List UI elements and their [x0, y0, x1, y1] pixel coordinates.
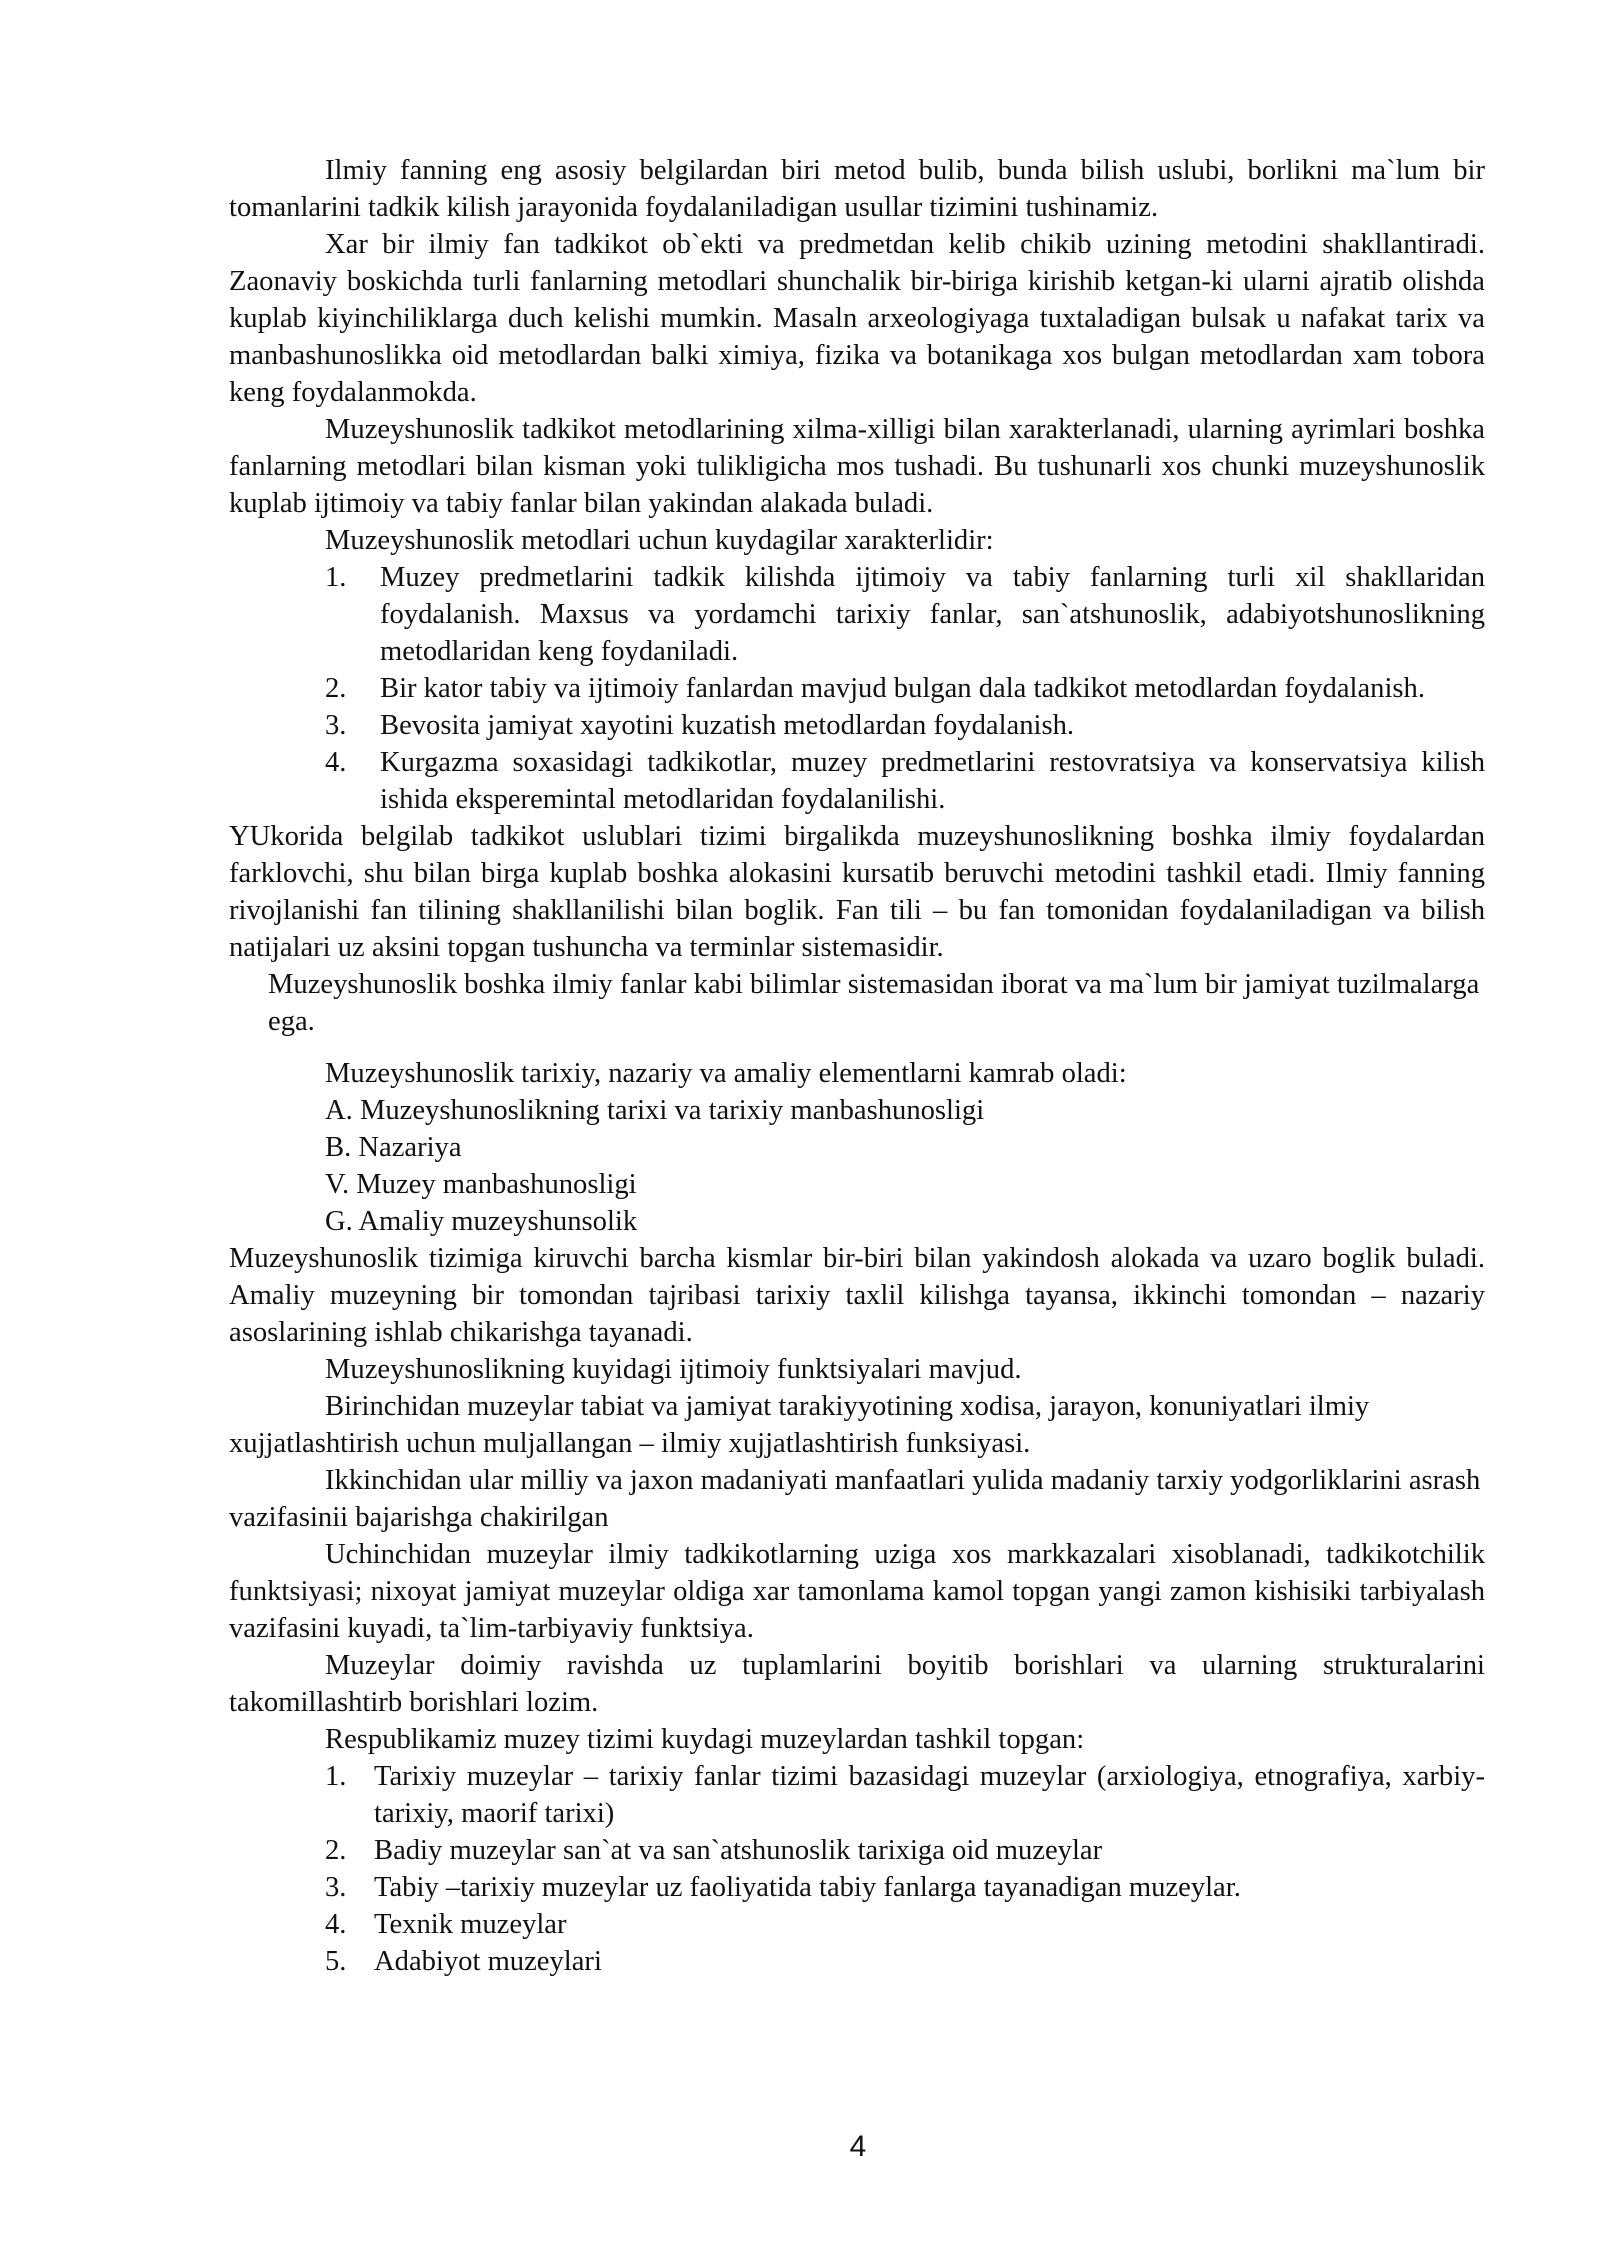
list-number: 4.: [325, 747, 347, 778]
paragraph: Muzeyshunoslik metodlari uchun kuydagilar xarakterlidir:: [325, 525, 994, 556]
paragraph: Respublikamiz muzey tizimi kuydagi muzeylardan tashkil topgan:: [325, 1724, 1085, 1755]
list-item: A. Muzeyshunoslikning tarixi va tarixiy manbashunosligi: [325, 1095, 985, 1126]
page-number: 4: [849, 2130, 867, 2163]
list-text: Kurgazma soxasidagi tadkikotlar, muzey predmetlarini restovratsiya va konservatsiya kilish ishida eksperemintal metodlaridan foydalanilishi.: [380, 747, 1485, 815]
list-text: Badiy muzeylar san`at va san`atshunoslik tarixiga oid muzeylar: [374, 1835, 1103, 1866]
list-item: [325, 559, 1485, 670]
list-item: B. Nazariya: [325, 1132, 462, 1163]
paragraph: Muzeyshunoslik tadkikot metodlarining xilma-xilligi bilan xarakterlanadi, ularning ayrimlari boshka fanlarning metodlari bilan kisman yoki tulikligicha mos tushadi. Bu tushunarli xos chunki muzeyshunoslik kuplab ijtimoiy va tabiy fanlar bilan yakindan alakada buladi.: [229, 414, 1485, 519]
list-text: Adabiyot muzeylari: [374, 1946, 602, 1977]
museums-list: [325, 1758, 1485, 1980]
list-number: 5.: [325, 1946, 347, 1977]
list-item: [325, 744, 1485, 818]
list-number: 1.: [325, 1761, 347, 1792]
paragraph: Muzeyshunoslik tizimiga kiruvchi barcha kismlar bir-biri bilan yakindosh alokada va uzaro boglik buladi. Amaliy muzeyning bir tomondan tajribasi tarixiy taxlil kilishga tayansa, ikkinchi tomondan – nazariy asoslarining ishlab chikarishga tayanadi.: [229, 1243, 1485, 1348]
list-number: 3.: [325, 710, 347, 741]
methods-list: [325, 559, 1485, 818]
list-item: [325, 1943, 1485, 1980]
paragraph: Xar bir ilmiy fan tadkikot ob`ekti va predmetdan kelib chikib uzining metodini shakllantiradi. Zaonaviy boskichda turli fanlarning metodlari shunchalik bir-biriga kirishib ketgan-ki ularni ajratib olishda kuplab kiyinchiliklarga duch kelishi mumkin. Masaln arxeologiyaga tuxtaladigan bulsak u nafakat tarix va manbashunoslikka oid metodlardan balki ximiya, fizika va botanikaga xos bulgan metodlardan xam tobora keng foydalanmokda.: [229, 229, 1485, 408]
list-item: V. Muzey manbashunosligi: [325, 1169, 637, 1200]
list-text: Bir kator tabiy va ijtimoiy fanlardan mavjud bulgan dala tadkikot metodlardan foydalanish.: [380, 673, 1425, 704]
list-text: Texnik muzeylar: [374, 1909, 567, 1940]
list-item: [325, 1906, 1485, 1943]
paragraph: Muzeyshunoslik boshka ilmiy fanlar kabi bilimlar sistemasidan iborat va ma`lum bir jamiyat tuzilmalarga ega.: [268, 969, 1480, 1037]
spacer: [229, 1040, 1485, 1055]
list-item: [325, 670, 1485, 707]
list-item: [325, 1758, 1485, 1832]
paragraph: Muzeyshunoslikning kuyidagi ijtimoiy funktsiyalari mavjud.: [325, 1354, 1022, 1385]
document-page: [229, 152, 1485, 1980]
list-item: [325, 1832, 1485, 1869]
elements-list: [325, 1092, 1485, 1240]
list-number: 2.: [325, 1835, 347, 1866]
paragraph: Muzeylar doimiy ravishda uz tuplamlarini boyitib borishlari va ularning strukturalarini takomillashtirb borishlari lozim.: [229, 1650, 1485, 1718]
paragraph: Birinchidan muzeylar tabiat va jamiyat tarakiyyotining xodisa, jarayon, konuniyatlari ilmiy xujjatlashtirish uchun muljallangan – ilmiy xujjatlashtirish funksiyasi.: [229, 1391, 1370, 1459]
list-number: 1.: [325, 562, 347, 593]
list-number: 4.: [325, 1909, 347, 1940]
paragraph: Ikkinchidan ular milliy va jaxon madaniyati manfaatlari yulida madaniy tarxiy yodgorliklarini asrash vazifasinii bajarishga chakirilgan: [229, 1465, 1481, 1533]
list-number: 3.: [325, 1872, 347, 1903]
paragraph: Muzeyshunoslik tarixiy, nazariy va amaliy elementlarni kamrab oladi:: [325, 1058, 1127, 1089]
list-item: [325, 707, 1485, 744]
list-item: G. Amaliy muzeyshunsolik: [325, 1206, 638, 1237]
list-text: Bevosita jamiyat xayotini kuzatish metodlardan foydalanish.: [380, 710, 1075, 741]
list-text: Tabiy –tarixiy muzeylar uz faoliyatida tabiy fanlarga tayanadigan muzeylar.: [374, 1872, 1241, 1903]
list-text: Tarixiy muzeylar – tarixiy fanlar tizimi bazasidagi muzeylar (arxiologiya, etnografiya, xarbiy-tarixiy, maorif tarixi): [374, 1761, 1485, 1829]
paragraph: Uchinchidan muzeylar ilmiy tadkikotlarning uziga xos markkazalari xisoblanadi, tadkikotchilik funktsiyasi; nixoyat jamiyat muzeylar oldiga xar tamonlama kamol topgan yangi zamon kishisiki tarbiyalash vazifasini kuyadi, ta`lim-tarbiyaviy funktsiya.: [229, 1539, 1485, 1644]
list-item: [325, 1869, 1485, 1906]
list-text: Muzey predmetlarini tadkik kilishda ijtimoiy va tabiy fanlarning turli xil shakllaridan foydalanish. Maxsus va yordamchi tarixiy fanlar, san`atshunoslik, adabiyotshunoslikning metodlaridan keng foydaniladi.: [380, 562, 1485, 667]
paragraph: YUkorida belgilab tadkikot uslublari tizimi birgalikda muzeyshunoslikning boshka ilmiy foydalardan farklovchi, shu bilan birga kuplab boshka alokasini kursatib beruvchi metodini tashkil etadi. Ilmiy fanning rivojlanishi fan tilining shakllanilishi bilan boglik. Fan tili – bu fan tomonidan foydalaniladigan va bilish natijalari uz aksini topgan tushuncha va terminlar sistemasidir.: [229, 821, 1485, 963]
list-number: 2.: [325, 673, 347, 704]
paragraph: Ilmiy fanning eng asosiy belgilardan biri metod bulib, bunda bilish uslubi, borlikni ma`lum bir tomanlarini tadkik kilish jarayonida foydalaniladigan usullar tizimini tushinamiz.: [229, 155, 1485, 223]
